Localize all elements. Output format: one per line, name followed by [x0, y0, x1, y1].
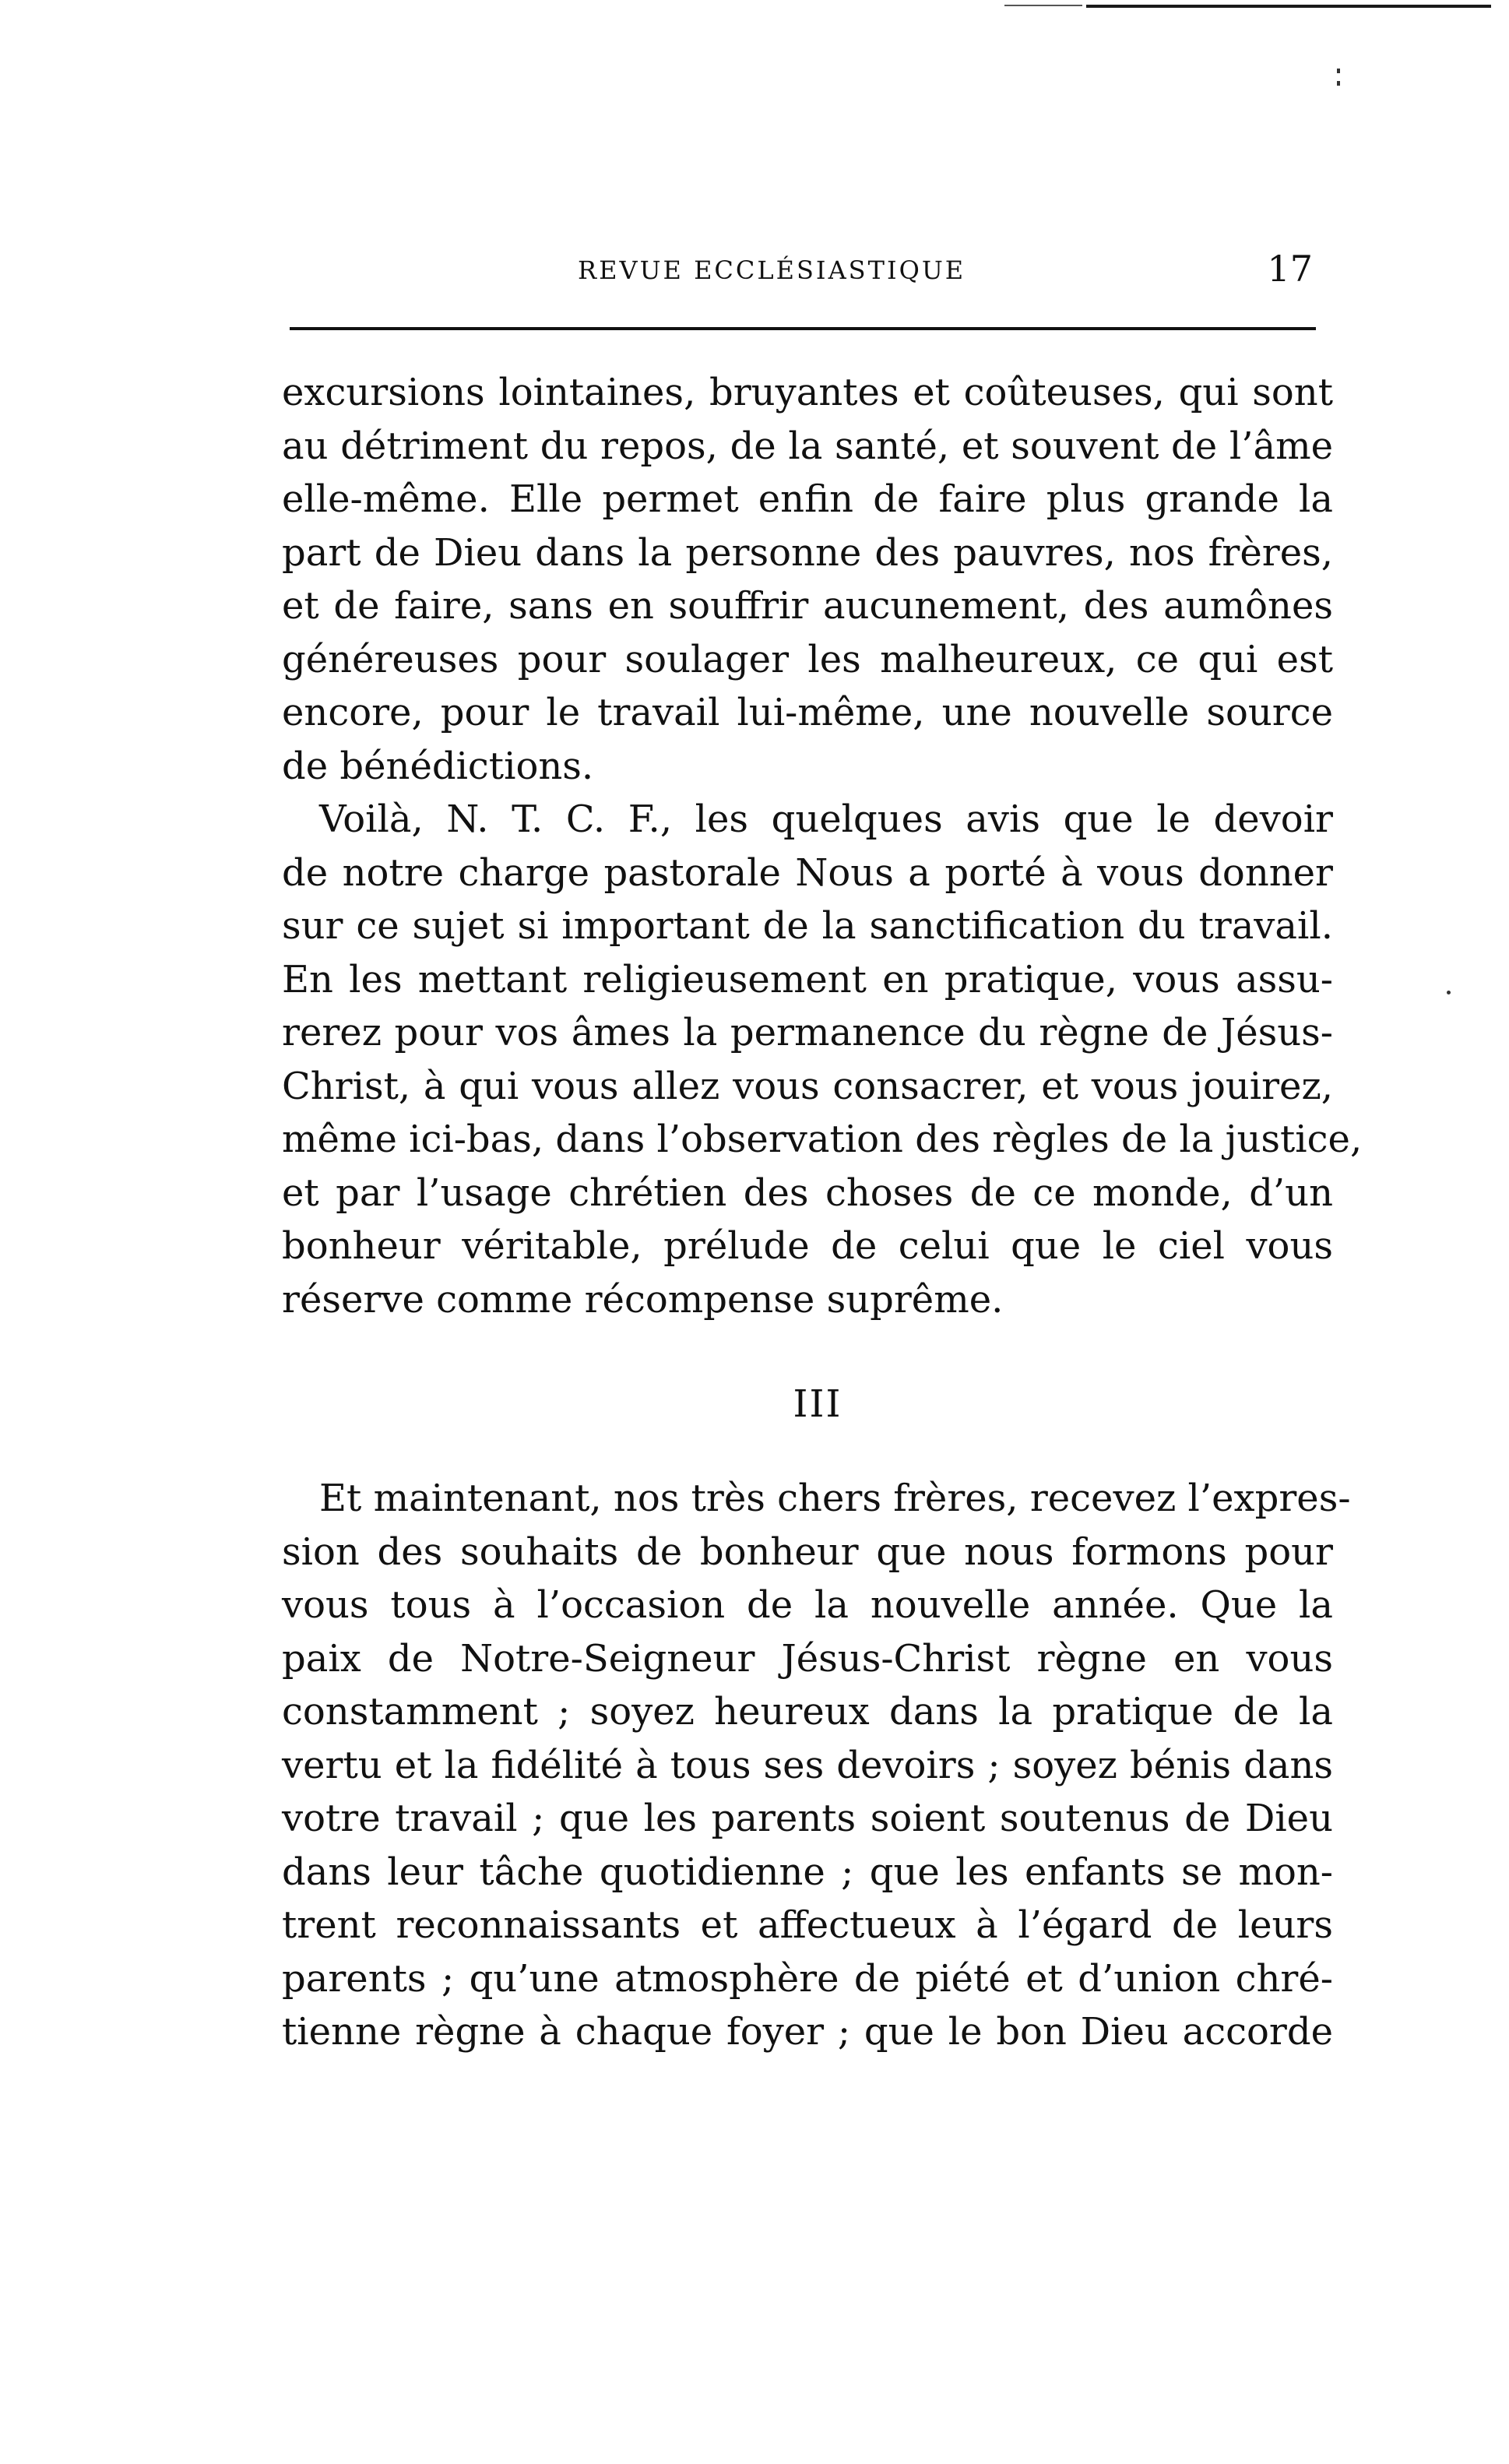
paragraph	[282, 366, 1333, 793]
text-line: même ici-bas, dans l’observation des règles de la justice,	[282, 1118, 1363, 1161]
text-line: Et maintenant, nos très chers frères, recevez l’expres-	[319, 1477, 1351, 1520]
text-line: et de faire, sans en souffrir aucunement, des aumônes	[282, 584, 1333, 628]
paragraph	[282, 793, 1363, 1326]
text-line: tienne règne à chaque foyer ; que le bon Dieu accorde	[282, 2010, 1333, 2054]
margin-dot	[1447, 991, 1451, 994]
text-line: parents ; qu’une atmosphère de piété et d’union chré-	[282, 1956, 1333, 2001]
section-heading: III	[793, 1382, 842, 1426]
scan-edge-mark	[1086, 5, 1491, 8]
text-line: et par l’usage chrétien des choses de ce monde, d’un	[282, 1170, 1333, 1215]
text-line: elle-même. Elle permet enfin de faire plus grande la	[282, 477, 1333, 521]
text-line: rerez pour vos âmes la permanence du règne de Jésus-	[282, 1011, 1333, 1054]
text-line: encore, pour le travail lui-même, une nouvelle source	[282, 691, 1333, 734]
text-line: part de Dieu dans la personne des pauvres, nos frères,	[282, 530, 1333, 575]
text-line: bonheur véritable, prélude de celui que le ciel vous	[282, 1224, 1333, 1268]
text-line: au détriment du repos, de la santé, et souvent de l’âme	[282, 424, 1333, 468]
paragraph	[282, 1472, 1351, 2059]
scan-edge-mark-thin	[1004, 5, 1082, 6]
body-text-lower	[282, 1472, 1351, 2059]
text-line: constamment ; soyez heureux dans la pratique de la	[282, 1690, 1333, 1734]
text-line: Voilà, N. T. C. F., les quelques avis que le devoir	[319, 797, 1333, 841]
text-line: votre travail ; que les parents soient soutenus de Dieu	[282, 1797, 1333, 1840]
text-line: Christ, à qui vous allez vous consacrer, et vous jouirez,	[282, 1064, 1333, 1108]
page-header	[280, 248, 1316, 294]
running-title: REVUE ECCLÉSIASTIQUE	[578, 255, 966, 285]
text-line: paix de Notre-Seigneur Jésus-Christ règne en vous	[282, 1636, 1333, 1681]
text-line: réserve comme récompense suprême.	[282, 1277, 1004, 1322]
text-line: de bénédictions.	[282, 744, 594, 788]
text-line: En les mettant religieusement en pratique, vous assu-	[282, 957, 1333, 1001]
header-rule	[290, 327, 1316, 330]
body-text-upper	[282, 366, 1363, 1326]
text-line: vertu et la fidélité à tous ses devoirs ; soyez bénis dans	[282, 1743, 1333, 1787]
page-number: 17	[1267, 248, 1313, 290]
text-line: dans leur tâche quotidienne ; que les enfants se mon-	[282, 1850, 1333, 1894]
text-line: sion des souhaits de bonheur que nous formons pour	[282, 1529, 1333, 1574]
margin-marks	[1337, 69, 1342, 92]
text-line: de notre charge pastorale Nous a porté à vous donner	[282, 850, 1333, 895]
text-line: généreuses pour soulager les malheureux, ce qui est	[282, 637, 1333, 681]
text-line: sur ce sujet si important de la sanctification du travail.	[282, 904, 1333, 948]
text-line: excursions lointaines, bruyantes et coûteuses, qui sont	[282, 371, 1333, 414]
text-line: trent reconnaissants et affectueux à l’égard de leurs	[282, 1903, 1333, 1947]
text-line: vous tous à l’occasion de la nouvelle année. Que la	[282, 1583, 1333, 1627]
